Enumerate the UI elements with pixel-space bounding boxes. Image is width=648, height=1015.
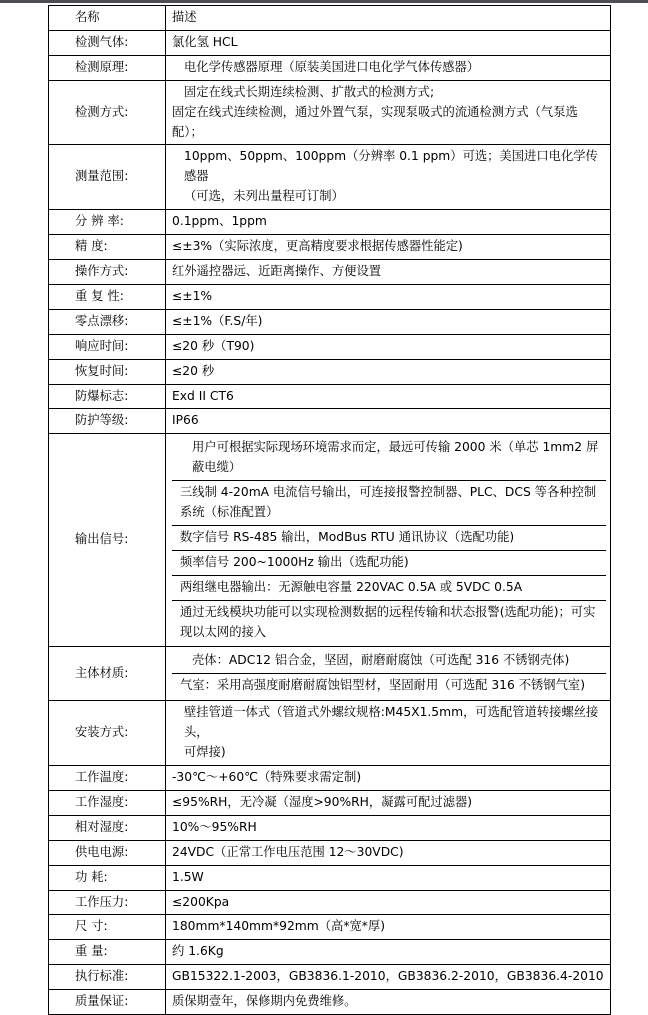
row-value-subrow [172,550,606,575]
row-value-line: 质保期壹年，保修期内免费维修。 [172,994,357,1009]
table-row [49,766,611,791]
row-value-line: 10%～95%RH [172,819,257,834]
row-label: 零点漂移: [49,309,166,334]
row-value-line: 红外遥控器远、近距离操作、方便设置 [172,263,382,278]
table-row [49,284,611,309]
row-value-line: 壁挂管道一体式（管道式外螺纹规格:M45X1.5mm，可选配管道转接螺丝接头， [184,705,599,740]
row-value-line: ≤±1% [172,288,213,303]
row-value-subrow-text: 壳体：ADC12 铝合金，坚固，耐磨耐腐蚀（可选配 316 不锈钢壳体) [172,649,606,673]
row-value [166,145,611,210]
table-row [49,30,611,55]
row-value-subrow [172,575,606,600]
table-row [49,840,611,865]
row-value [166,840,611,865]
row-value-sublist [172,649,606,698]
table-row [49,384,611,409]
row-value-subrow-text: 三线制 4-20mA 电流信号输出，可连接报警控制器、PLC、DCS 等各种控制系统（标准配置） [172,481,606,526]
row-value-line: 24VDC（正常工作电压范围 12～30VDC) [172,844,404,859]
table-row [49,309,611,334]
row-value-line: 可焊接) [184,745,226,760]
table-row [49,915,611,940]
row-value-subrow-text: 用户可根据实际现场环境需求而定，最远可传输 2000 米（单芯 1mm2 屏蔽电缆） [172,436,606,480]
row-value [166,766,611,791]
row-value-subrow-text: 通过无线模块功能可以实现检测数据的远程传输和状态报警(选配功能)；可实现以太网的接入 [180,604,596,639]
row-value [166,309,611,334]
table-row [49,647,611,701]
table-row [49,890,611,915]
row-value [166,210,611,235]
row-value-line: 180mm*140mm*92mm（高*宽*厚) [172,919,386,934]
row-value [166,940,611,965]
row-value-line: 10ppm、50ppm、100ppm（分辨率 0.1 ppm）可选；美国进口电化学传感器 [184,149,598,184]
table-row [49,434,611,647]
row-value [166,701,611,766]
row-value [166,80,611,145]
table-row [49,790,611,815]
table-row [49,940,611,965]
row-label: 尺 寸: [49,915,166,940]
row-value [166,334,611,359]
row-label: 检测方式: [49,80,166,145]
table-row [49,359,611,384]
row-label: 质量保证: [49,990,166,1015]
column-header-name: 名称 [49,6,166,31]
row-value-line: ≤20 秒 [172,363,215,378]
row-label: 功 耗: [49,865,166,890]
row-value-line: GB15322.1-2003，GB3836.1-2010，GB3836.2-2010，GB3836.4-2010 [172,969,604,984]
row-value-line: ≤±3%（实际浓度，更高精度要求根据传感器性能定) [172,239,463,254]
row-value-line: 电化学传感器原理（原装美国进口电化学气体传感器） [184,59,480,74]
column-header-description: 描述 [166,6,611,31]
row-value-line: ≤±1%（F.S/年) [172,313,263,328]
row-label: 工作压力: [49,890,166,915]
row-value-line: 氯化氢 HCL [172,34,238,49]
row-value-subrow [172,436,606,480]
row-value [166,284,611,309]
row-value-line: 固定在线式连续检测，通过外置气泵，实现泵吸式的流通检测方式（气泵选配）； [172,104,578,139]
row-label: 重 复 性: [49,284,166,309]
row-value-line: （可选，未列出量程可订制） [184,189,344,204]
row-value [166,815,611,840]
row-value-subrow [172,649,606,673]
row-value-line: Exd II CT6 [172,388,234,403]
row-label: 重 量: [49,940,166,965]
table-row [49,235,611,260]
table-row [49,334,611,359]
row-label: 相对湿度: [49,815,166,840]
row-label: 精 度: [49,235,166,260]
row-value-line: ≤200Kpa [172,894,230,909]
row-value-subrow [172,481,606,526]
row-value-subrow-text: 数字信号 RS-485 输出，ModBus RTU 通讯协议（选配功能) [172,525,606,550]
table-row [49,409,611,434]
row-label: 响应时间: [49,334,166,359]
table-row [49,865,611,890]
table-row [49,965,611,990]
row-value [166,865,611,890]
row-value [166,434,611,647]
table-row [49,80,611,145]
row-value [166,55,611,80]
row-value [166,235,611,260]
row-value-sublist [172,436,606,644]
row-value-line: 1.5W [172,869,204,884]
row-value [166,990,611,1015]
row-value [166,915,611,940]
row-value-line: IP66 [172,413,199,428]
row-value [166,965,611,990]
row-value-subrow-text: 频率信号 200~1000Hz 输出（选配功能) [172,550,606,575]
specification-table-container [48,5,610,1015]
row-label: 安装方式: [49,701,166,766]
row-label: 恢复时间: [49,359,166,384]
row-value [166,647,611,701]
row-value [166,384,611,409]
table-row [49,701,611,766]
row-label: 防护等级: [49,409,166,434]
table-row [49,259,611,284]
row-label: 检测气体: [49,30,166,55]
row-value-line: 约 1.6Kg [172,944,224,959]
row-value [166,409,611,434]
row-label: 工作湿度: [49,790,166,815]
row-value-subrow [172,525,606,550]
table-row [49,145,611,210]
row-value [166,890,611,915]
row-value [166,30,611,55]
row-value-subrow-text: 气室：采用高强度耐磨耐腐蚀铝型材，坚固耐用（可选配 316 不锈钢气室) [180,678,585,693]
row-value [166,259,611,284]
row-label: 操作方式: [49,259,166,284]
row-label: 测量范围: [49,145,166,210]
row-label: 检测原理: [49,55,166,80]
row-label: 输出信号: [49,434,166,647]
row-label: 执行标准: [49,965,166,990]
table-row [49,990,611,1015]
row-value-subrow-text: 两组继电器输出：无源触电容量 220VAC 0.5A 或 5VDC 0.5A [172,575,606,600]
row-value-line: 固定在线式长期连续检测、扩散式的检测方式; [184,84,435,99]
row-label: 主体材质: [49,647,166,701]
specification-table [48,5,611,1015]
row-label: 分 辨 率: [49,210,166,235]
row-value [166,359,611,384]
row-label: 供电电源: [49,840,166,865]
row-value-line: 0.1ppm、1ppm [172,214,267,229]
table-row [49,55,611,80]
row-value-line: ≤20 秒（T90) [172,338,255,353]
row-value-subrow [172,600,606,644]
table-row [49,815,611,840]
table-header-row [49,6,611,31]
table-row [49,210,611,235]
top-window-bar [0,0,648,3]
row-value [166,790,611,815]
row-label: 防爆标志: [49,384,166,409]
row-value-line: ≤95%RH，无冷凝（湿度>90%RH，凝露可配过滤器) [172,794,473,809]
row-value-subrow [172,674,606,698]
row-label: 工作温度: [49,766,166,791]
row-value-line: -30℃～+60℃（特殊要求需定制) [172,770,362,784]
